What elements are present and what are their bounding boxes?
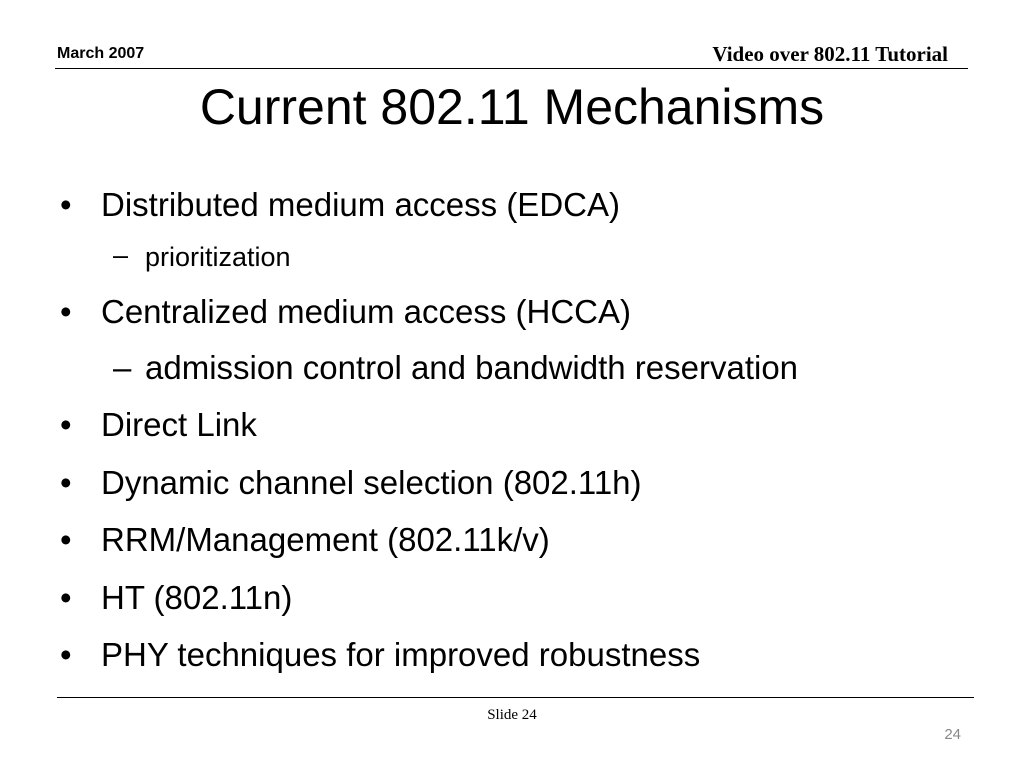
header-date: March 2007	[57, 45, 145, 62]
bullet-marker: •	[60, 579, 72, 616]
sub-bullet-text: prioritization	[145, 242, 291, 272]
bullet-text: Direct Link	[101, 406, 257, 443]
bullet-text: Dynamic channel selection (802.11h)	[101, 464, 642, 501]
page-number: 24	[944, 726, 961, 743]
dash-marker: –	[113, 240, 129, 270]
bullet-text: RRM/Management (802.11k/v)	[101, 521, 550, 558]
bullet-marker: •	[60, 521, 72, 558]
bullet-text: Centralized medium access (HCCA)	[101, 293, 631, 330]
dash-marker: –	[113, 349, 132, 386]
bullet-marker: •	[60, 636, 72, 673]
bullet-text: HT (802.11n)	[101, 579, 293, 616]
slide-title: Current 802.11 Mechanisms	[199, 79, 825, 135]
header-divider	[55, 68, 968, 69]
bullet-marker: •	[60, 186, 72, 223]
bullet-marker: •	[60, 406, 72, 443]
bullet-text: Distributed medium access (EDCA)	[101, 186, 620, 223]
bullet-text: PHY techniques for improved robustness	[101, 636, 701, 673]
footer-slide-label: Slide 24	[487, 707, 537, 723]
bullet-marker: •	[60, 293, 72, 330]
bullet-marker: •	[60, 464, 72, 501]
header-doc-title: Video over 802.11 Tutorial	[712, 42, 948, 66]
sub-bullet-text: admission control and bandwidth reservation	[145, 349, 799, 386]
footer-divider	[57, 697, 974, 698]
